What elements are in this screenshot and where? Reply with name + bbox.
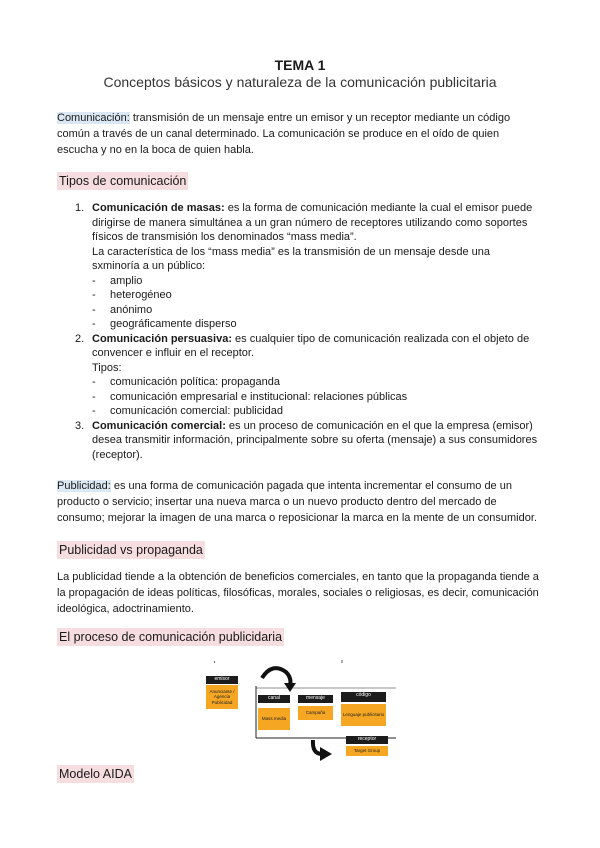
codigo-label: código <box>341 692 386 702</box>
text-line: es la forma de comunicación mediante la cual el emisor puede <box>224 202 533 214</box>
sub-list-item: - comunicación empresarial e institucional: relaciones públicas <box>75 390 545 405</box>
receptor-box: Target Group <box>346 746 388 756</box>
section-heading-proceso: El proceso de comunicación publicidaria <box>59 630 283 644</box>
text-line: común a través de un canal determinado. La comunicación se produce en el oído de quien <box>57 128 500 140</box>
list-number: 1. <box>75 202 85 214</box>
receptor-label: receptor <box>346 736 388 744</box>
list-item-comercial <box>75 419 545 463</box>
list-term: Comunicación comercial: <box>92 419 226 432</box>
mensaje-label: mensaje <box>298 695 333 703</box>
list-term: Comunicación persuasiva: <box>92 332 232 345</box>
text-line: La publicidad tiende a la obtención de beneficios comerciales, en tanto que la propaganda tiende a <box>57 571 539 583</box>
text-line: es un proceso de comunicación en el que la empresa (emisor) <box>225 419 533 432</box>
text-line: producto o servicio; insertar una nueva marca o un nuevo producto dentro del mercado de <box>57 496 497 508</box>
list-number: 2. <box>75 332 85 345</box>
page-title: TEMA 1 <box>274 57 326 73</box>
text-line: es una forma de comunicación pagada que intenta incrementar el consumo de un <box>110 480 512 492</box>
sub-list-item: - comunicación comercial: publicidad <box>75 404 545 419</box>
comunicacion-term: Comunicación: <box>57 112 130 124</box>
emisor-box: Anunciante / Agencia Publicidad <box>206 685 238 709</box>
text-line: convencer e influir en el receptor. <box>92 347 255 359</box>
text-line: transmisión de un mensaje entre un emisor y un receptor mediante un código <box>129 112 511 124</box>
canal-label: canal <box>258 695 290 703</box>
page-subtitle: Conceptos básicos y naturaleza de la comunicación publicitaria <box>103 74 497 90</box>
sub-list-item: - amplio <box>75 274 545 289</box>
list-term: Comunicación de masas: <box>92 202 225 214</box>
text-line: La característica de los “mass media” es la transmisión de un mensaje desde una <box>92 245 491 258</box>
list-item-persuasiva <box>75 332 545 376</box>
comunicacion-definition <box>57 110 545 158</box>
emisor-label: emisor <box>206 676 238 684</box>
section-heading-vs: Publicidad vs propaganda <box>59 543 203 557</box>
section-heading-aida: Modelo AIDA <box>59 767 132 781</box>
sub-list-item: - heterogéneo <box>75 288 545 303</box>
text-line: físicos de transmisión los denominados “mass media”. <box>92 231 357 243</box>
section-heading-tipos: Tipos de comunicación <box>59 174 187 188</box>
communication-process-diagram <box>200 658 400 768</box>
sub-list-item: - geográficamente disperso <box>75 317 545 332</box>
publicidad-definition <box>57 478 545 526</box>
text-line: desea transmitir información, principalmente sobre su oferta (mensaje) a sus consumidores <box>92 434 538 446</box>
text-line: consumo; mejorar la imagen de una marca o reposicionar la marca en la mente de un consumidor. <box>57 512 537 524</box>
codigo-box: Lenguaje publicitario <box>341 704 386 726</box>
text-line: (receptor). <box>92 448 143 461</box>
text-line: es cualquier tipo de comunicación realizada con el objeto de <box>232 332 530 345</box>
vs-paragraph <box>57 569 545 617</box>
canal-box: Mass media <box>258 708 290 730</box>
text-line: sxminoría a un público: <box>92 260 206 272</box>
text-line: escucha y no en la boca de quien habla. <box>57 144 254 156</box>
sub-list-item: - anónimo <box>75 303 545 318</box>
list-number: 3. <box>75 419 85 432</box>
tipos-label: Tipos: <box>92 361 122 374</box>
list-item-masas <box>75 201 545 274</box>
sub-list-item: - comunicación política: propaganda <box>75 375 545 390</box>
mensaje-box: Campaña <box>298 706 333 720</box>
text-line: ideológica, adoctrinamiento. <box>57 603 194 615</box>
publicidad-term: Publicidad: <box>57 480 111 492</box>
tipos-list <box>75 201 545 462</box>
text-line: la propagación de ideas políticas, filosóficas, morales, sociales o religiosas, es decir, comunicación <box>57 587 539 599</box>
text-line: dirigirse de manera simultánea a un gran número de receptores utilizando como soportes <box>92 216 528 229</box>
